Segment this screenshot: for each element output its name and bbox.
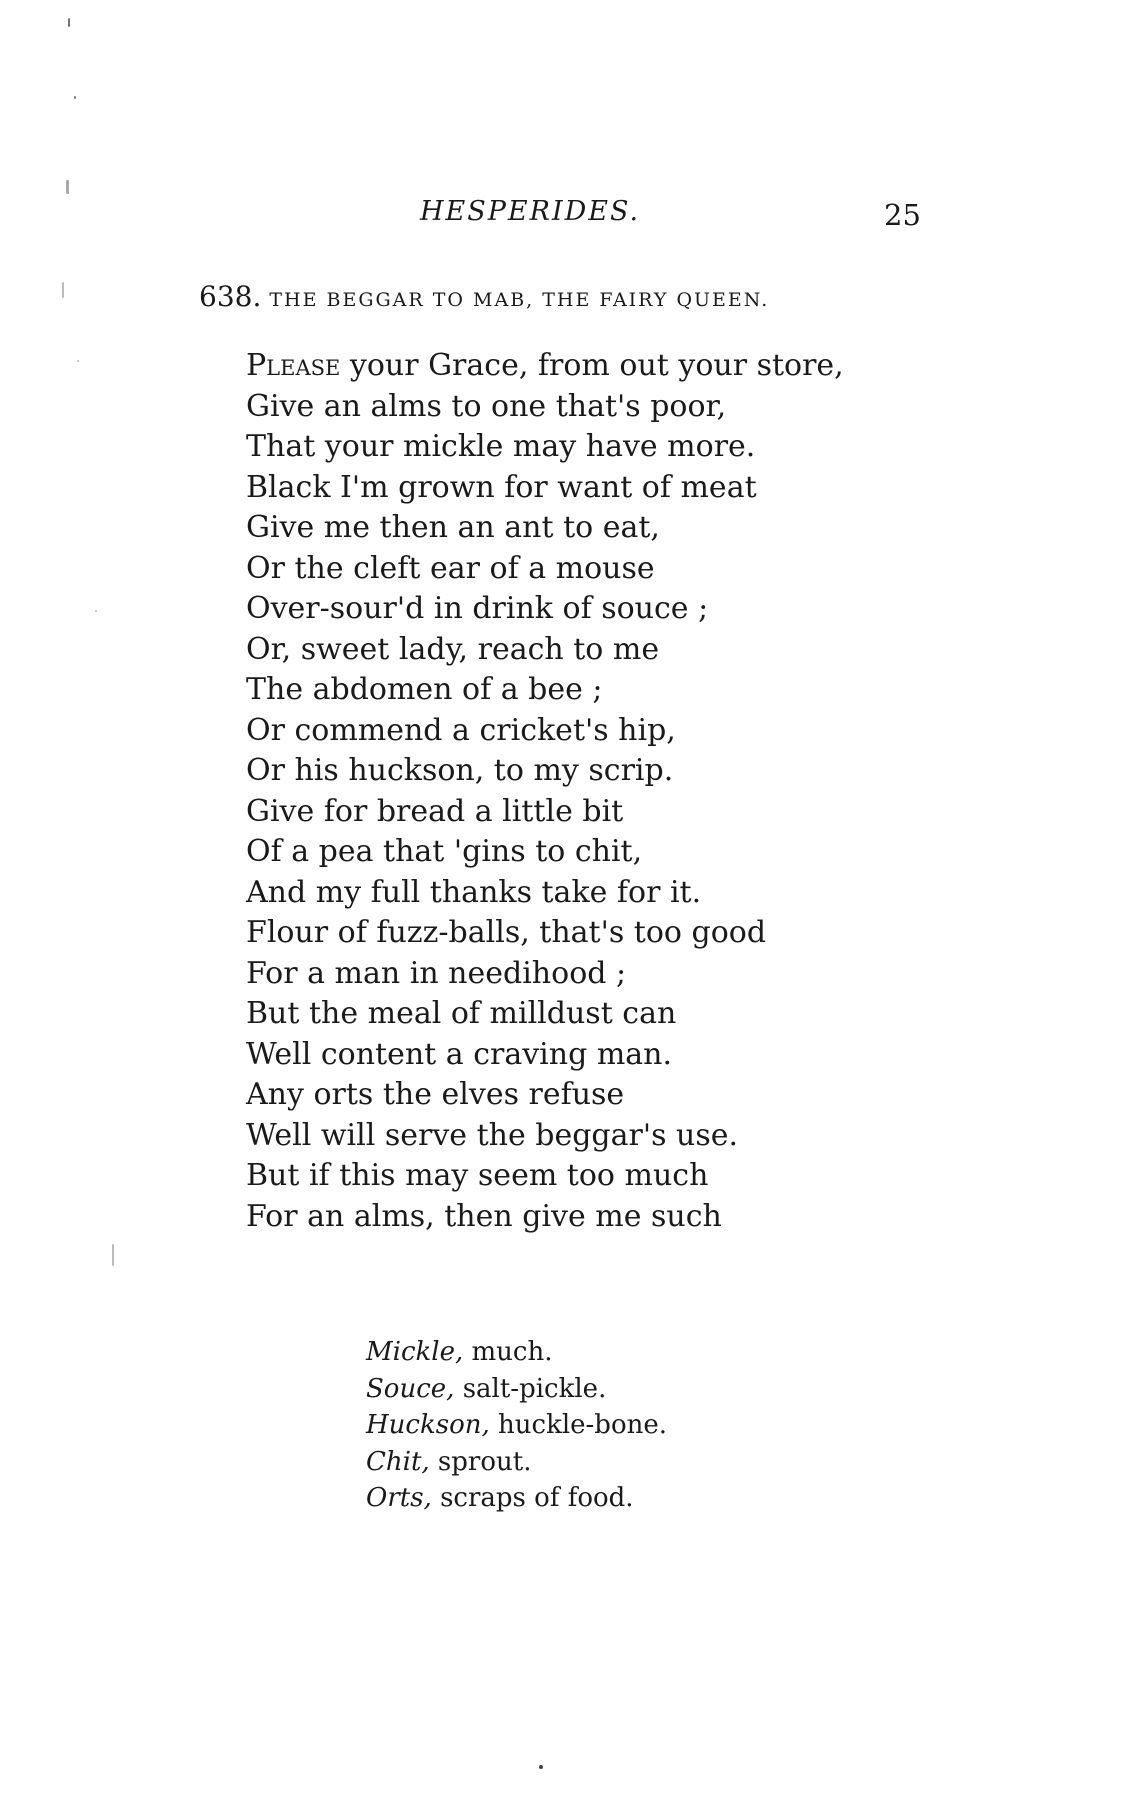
poem-line: Any orts the elves refuse	[246, 1077, 625, 1112]
poem-line: Give me then an ant to eat,	[246, 510, 660, 545]
poem-line	[246, 346, 844, 387]
poem-line: But the meal of milldust can	[246, 996, 677, 1031]
glossary-entry	[366, 1480, 667, 1517]
poem-line: Give an alms to one that's poor,	[246, 388, 727, 424]
poem-line: That your mickle may have more.	[246, 429, 756, 464]
glossary-term: Mickle,	[366, 1337, 464, 1367]
glossary-definition: much.	[463, 1337, 553, 1367]
poem-heading	[199, 280, 769, 313]
scan-speck	[539, 1765, 543, 1769]
page-number: 25	[884, 198, 921, 232]
poem-line: Black I'm grown for want of meat	[246, 469, 757, 505]
poem-line: Or, sweet lady, reach to me	[246, 631, 660, 667]
glossary-entry	[366, 1371, 667, 1408]
glossary-term: Chit,	[366, 1446, 430, 1477]
poem-line: Or commend a cricket's hip,	[246, 712, 676, 748]
poem-line: For a man in needihood ;	[246, 955, 627, 991]
poem-line: But if this may seem too much	[246, 1158, 709, 1193]
poem-line: The abdomen of a bee ;	[246, 672, 603, 707]
scan-speck	[66, 180, 69, 194]
glossary-definition: huckle-bone.	[489, 1410, 668, 1440]
poem-line: Over-sour'd in drink of souce ;	[246, 591, 709, 626]
poem-line: For an alms, then give me such	[246, 1198, 722, 1234]
poem-body	[246, 346, 844, 1237]
running-title: HESPERIDES.	[420, 196, 641, 227]
poem-line: And my full thanks take for it.	[246, 874, 702, 910]
poem-line: Flour of fuzz-balls, that's too good	[246, 915, 767, 950]
glossary-entry	[366, 1444, 667, 1481]
poem-line: Or the cleft ear of a mouse	[246, 550, 655, 586]
poem-first-word: Please	[246, 348, 341, 383]
poem-line: Well will serve the beggar's use.	[246, 1117, 739, 1153]
poem-line: Of a pea that 'gins to chit,	[246, 834, 643, 869]
glossary-term: Huckson,	[366, 1410, 490, 1440]
glossary-term: Orts,	[366, 1483, 432, 1513]
scan-speck	[68, 18, 70, 27]
poem-first-line-rest: your Grace, from out your store,	[340, 348, 844, 383]
poem-line: Well content a craving man.	[246, 1036, 673, 1072]
glossary-entry	[366, 1407, 667, 1444]
scan-speck	[95, 610, 97, 612]
poem-line: Give for bread a little bit	[246, 793, 624, 829]
glossary-notes	[366, 1334, 667, 1517]
glossary-term: Souce,	[366, 1373, 455, 1404]
glossary-definition: salt-pickle.	[454, 1373, 607, 1404]
scan-speck	[74, 96, 76, 99]
scan-speck	[62, 282, 64, 298]
scan-speck	[112, 1244, 114, 1266]
glossary-definition: scraps of food.	[431, 1483, 634, 1513]
glossary-entry	[366, 1334, 667, 1371]
poem-title: THE BEGGAR TO MAB, THE FAIRY QUEEN.	[269, 289, 770, 311]
poem-line: Or his huckson, to my scrip.	[246, 753, 674, 788]
scan-speck	[77, 360, 79, 362]
glossary-definition: sprout.	[429, 1446, 532, 1477]
poem-number: 638.	[199, 280, 262, 313]
